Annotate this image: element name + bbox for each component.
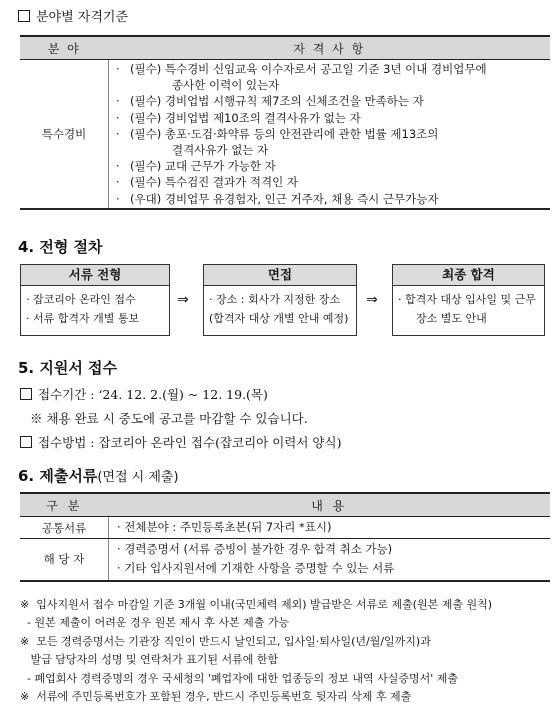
apply-period: 접수기간 : ‘24. 12. 2.(월) ~ 12. 19.(목): [20, 385, 268, 403]
step-line: 장소 별도 안내: [416, 312, 487, 325]
qualification-item-continuation: 결격사유가 없는 자: [172, 143, 269, 158]
documents-table: [20, 492, 550, 582]
bullet-icon: ·: [116, 94, 120, 109]
qualification-items: [109, 60, 551, 209]
process-title: 4. 전형 절차: [18, 238, 103, 256]
note-line: ※ 서류에 주민등록번호가 포함된 경우, 반드시 주민등록번호 뒷자리 삭제 후 제출: [20, 690, 412, 704]
doc-category: 공통서류: [20, 517, 109, 539]
qualification-item: [116, 126, 545, 142]
qualification-item-text: (필수) 총포·도검·화약류 등의 안전관리에 관한 법률 제13조의: [130, 126, 439, 141]
qualification-item-continuation: 종사한 이력이 있는자: [172, 78, 280, 93]
step-title: 면접: [204, 265, 356, 286]
qualification-item: [116, 174, 545, 190]
checkbox-square-icon: [18, 10, 30, 22]
step-line: · 잡코리아 온라인 접수: [26, 293, 136, 306]
step-line: · 서류 합격자 개별 통보: [26, 312, 140, 325]
qualification-item-text: (필수) 경비업법 제10조의 결격사유가 없는 자: [130, 110, 361, 125]
bullet-icon: ·: [116, 110, 120, 125]
col-header-type: 구 분: [20, 493, 109, 517]
qualification-item: [116, 110, 545, 126]
col-header-content: 내 용: [109, 493, 551, 517]
note-line: 발급 담당자의 성명 및 연락처가 표기된 서류에 한함: [20, 653, 279, 667]
step-line: (합격자 대상 개별 안내 예정): [209, 312, 349, 325]
step-line: · 합격자 대상 입사일 및 근무: [398, 293, 536, 306]
qualification-item: [116, 93, 545, 109]
process-step-interview: [203, 264, 357, 336]
bullet-icon: ·: [116, 175, 120, 190]
qualification-item-text: (필수) 특수검진 결과가 적격인 자: [130, 175, 299, 190]
checkbox-square-icon: [20, 436, 32, 448]
apply-note: ※ 채용 완료 시 중도에 공고를 마감할 수 있습니다.: [30, 411, 308, 426]
qualification-item-text: (필수) 특수경비 신임교육 이수자로서 공고일 기준 3년 이내 경비업무에: [130, 62, 487, 76]
qualification-item: [116, 191, 545, 207]
right-arrow-icon: ⇒: [177, 292, 189, 308]
note-line: - 폐업회사 경력증명의 경우 국세청의 '폐업자에 대한 업종등의 정보 내역 사실증명서' 제출: [20, 671, 459, 685]
apply-title: 5. 지원서 접수: [18, 359, 118, 377]
apply-method: 접수방법 : 잡코리아 온라인 접수(잡코리아 이력서 양식): [20, 433, 341, 451]
step-title: 최종 합격: [393, 265, 544, 286]
step-title: 서류 전형: [21, 265, 169, 286]
doc-category: 해 당 자: [20, 539, 109, 581]
qualification-item-text: (필수) 교대 근무가 가능한 자: [130, 159, 276, 174]
qualification-category: 특수경비: [20, 60, 109, 209]
doc-content: · 경력증명서 (서류 증빙이 불가한 경우 합격 취소 가능) · 기타 입사지원서에 기재한 사항을 증명할 수 있는 서류: [109, 539, 551, 581]
process-step-document: [20, 264, 170, 336]
bullet-icon: ·: [116, 126, 120, 141]
doc-content: · 전체분야 : 주민등록초본(뒤 7자리 *표시): [109, 517, 551, 539]
col-header-qualification: 자 격 사 항: [109, 36, 551, 60]
qualification-table: [20, 35, 550, 210]
qualification-item-text: (필수) 경비업법 시행규칙 제7조의 신체조건을 만족하는 자: [130, 94, 424, 109]
process-step-final: [392, 264, 545, 336]
bullet-icon: ·: [116, 159, 120, 174]
documents-title: 6. 제출서류(면접 시 제출): [18, 467, 179, 485]
qualification-item: [116, 61, 545, 77]
qualification-item: [116, 158, 545, 174]
note-line: ※ 모든 경력증명서는 기관장 직인이 반드시 날인되고, 입사일·퇴사일(년/월/일까지)과: [20, 634, 431, 648]
step-line: · 장소 : 회사가 지정한 장소: [209, 293, 340, 306]
col-header-field: 분 야: [20, 36, 109, 60]
table-row: [20, 517, 550, 539]
note-line: - 원본 제출이 어려운 경우 원본 제시 후 사본 제출 가능: [20, 616, 290, 630]
notes: [20, 596, 550, 706]
bullet-icon: ·: [116, 62, 120, 76]
table-row: [20, 539, 550, 581]
checkbox-square-icon: [20, 388, 32, 400]
qualification-item-text: (우대) 경비업무 유경험자, 인근 거주자, 채용 즉시 근무가능자: [130, 191, 439, 206]
bullet-icon: ·: [116, 191, 120, 206]
right-arrow-icon: ⇒: [366, 292, 378, 308]
note-line: ※ 입사지원서 접수 마감일 기준 3개월 이내(국민체력 제외) 발급받은 서류로 제출(원본 제출 원칙): [20, 598, 492, 611]
qualification-heading: 분야별 자격기준: [18, 6, 128, 25]
